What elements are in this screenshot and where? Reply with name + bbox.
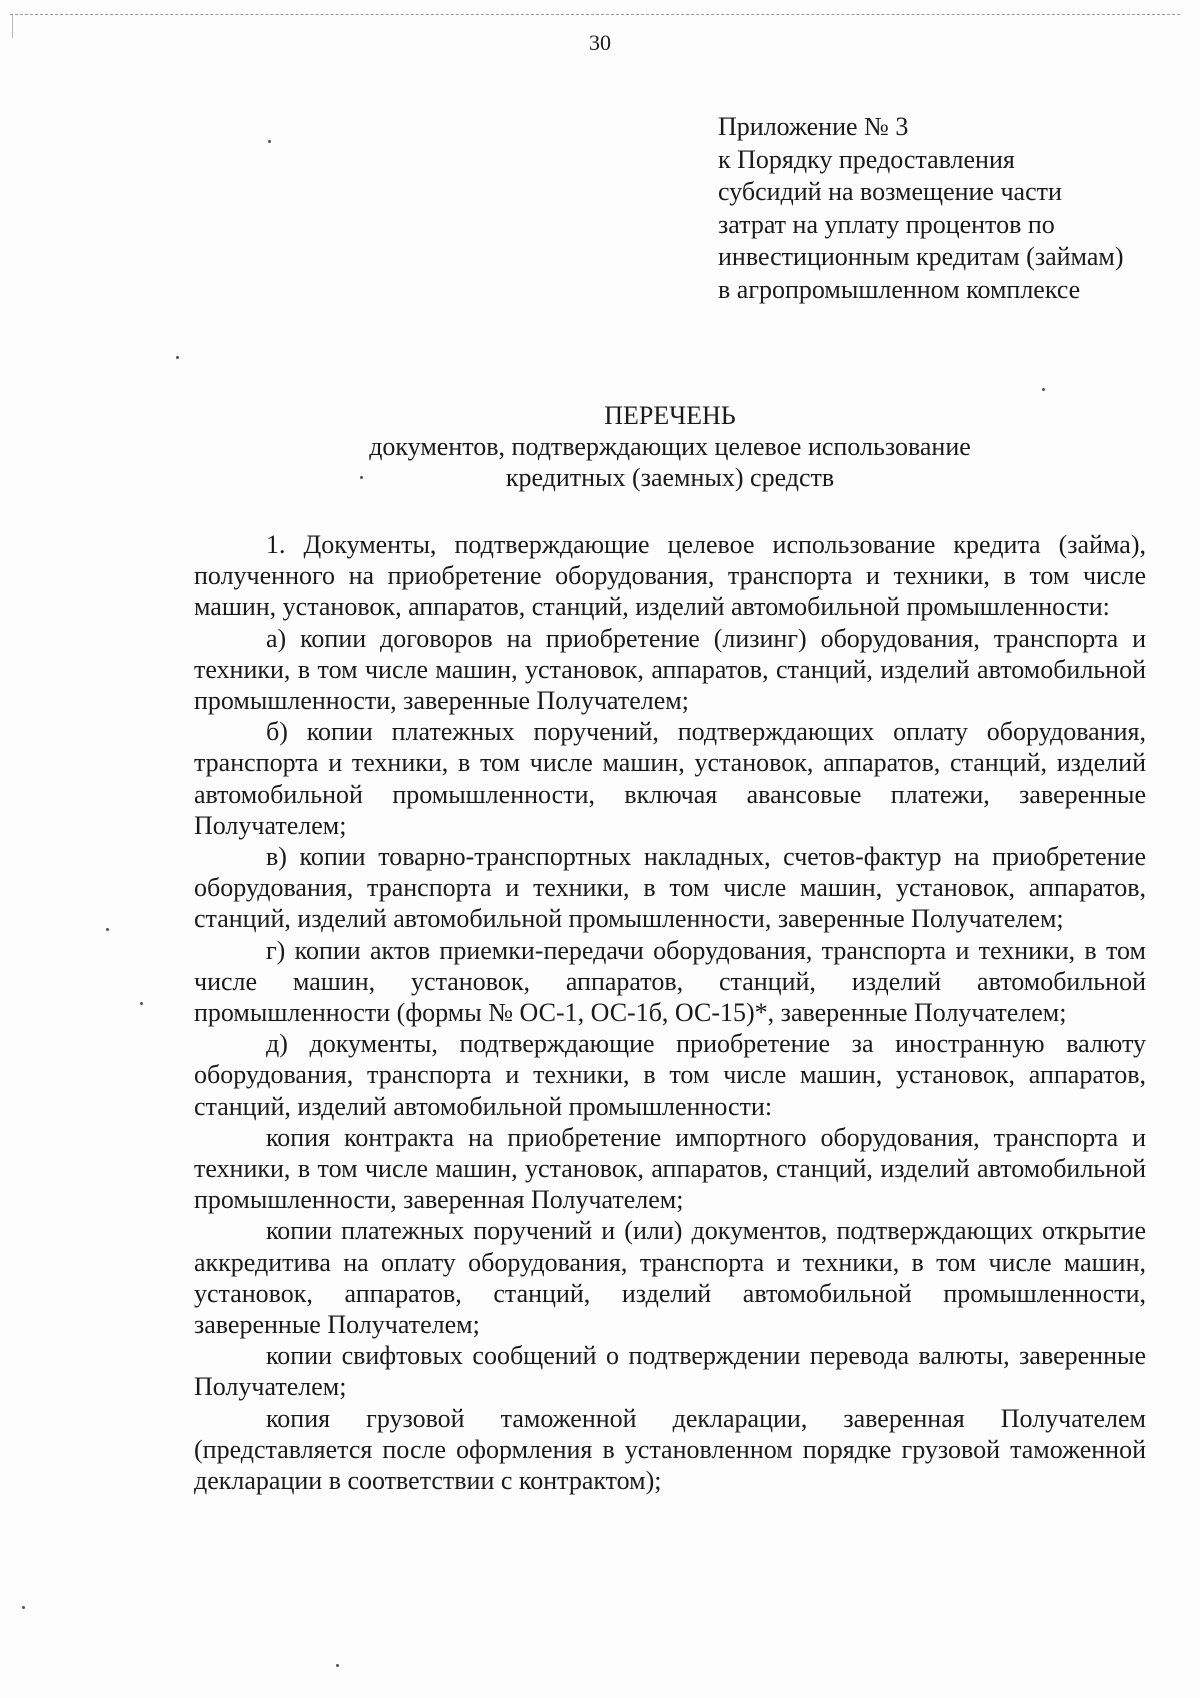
appendix-line: к Порядку предоставления bbox=[718, 144, 1015, 174]
paragraph: г) копии актов приемки-передачи оборудования, транспорта и техники, в том числе машин, установок, аппаратов, станций, изделий автомобильной промышленности (формы № ОС-1, ОС-1б, ОС-15)*, заверенные Получателем; bbox=[194, 935, 1146, 1028]
appendix-line: в агропромышленном комплексе bbox=[718, 274, 1081, 304]
paragraph: в) копии товарно-транспортных накладных, счетов-фактур на приобретение оборудования, транспорта и техники, в том числе машин, установок, аппаратов, станций, изделий автомобильной промышленности, заверенные Получателем; bbox=[194, 842, 1146, 934]
paragraph: копии платежных поручений и (или) документов, подтверждающих открытие аккредитива на оплату оборудования, транспорта и техники, в том числе машин, установок, аппаратов, станций, изделий автомобильной промышленности, заверенные Получателем; bbox=[194, 1216, 1146, 1340]
scan-speck bbox=[336, 1664, 339, 1667]
appendix-line: затрат на уплату процентов по bbox=[718, 209, 1055, 239]
scan-speck bbox=[1042, 388, 1045, 391]
scan-speck bbox=[176, 356, 179, 359]
appendix-block bbox=[718, 111, 1158, 306]
paragraph: д) документы, подтверждающие приобретение за иностранную валюту оборудования, транспорта и техники, в том числе машин, установок, аппаратов, станций, изделий автомобильной промышленности: bbox=[194, 1029, 1146, 1121]
appendix-line: инвестиционным кредитам (займам) bbox=[718, 242, 1124, 271]
paragraph: б) копии платежных поручений, подтверждающих оплату оборудования, транспорта и техники, в том числе машин, установок, аппаратов, станций, изделий автомобильной промышленности, включая авансовые платежи, заверенные Получателем; bbox=[194, 717, 1146, 840]
appendix-line: Приложение № 3 bbox=[718, 112, 909, 141]
heading-subtitle-line: кредитных (заемных) средств bbox=[505, 463, 835, 492]
scan-speck bbox=[106, 928, 109, 931]
scan-speck bbox=[268, 140, 271, 143]
scan-edge-line bbox=[10, 14, 1180, 15]
appendix-line: субсидий на возмещение части bbox=[718, 177, 1062, 206]
paragraph: копия грузовой таможенной декларации, заверенная Получателем (представляется после оформления в установленном порядке грузовой таможенной декларации в соответствии с контрактом); bbox=[194, 1403, 1146, 1496]
heading-title: ПЕРЕЧЕНЬ bbox=[604, 401, 736, 430]
paragraph: а) копии договоров на приобретение (лизинг) оборудования, транспорта и техники, в том числе машин, установок, аппаратов, станций, изделий автомобильной промышленности, заверенные Получателем; bbox=[194, 623, 1146, 716]
scan-speck bbox=[140, 1002, 143, 1005]
paragraph: копии свифтовых сообщений о подтверждении перевода валюты, заверенные Получателем; bbox=[194, 1341, 1146, 1402]
document-heading bbox=[180, 400, 1160, 493]
scan-speck bbox=[360, 476, 363, 479]
document-body bbox=[194, 529, 1146, 1496]
page-number: 30 bbox=[589, 30, 611, 55]
paragraph: 1. Документы, подтверждающие целевое использование кредита (займа), полученного на приобретение оборудования, транспорта и техники, в том числе машин, установок, аппаратов, станций, изделий автомобильной промышленности: bbox=[194, 530, 1146, 622]
heading-subtitle-line: документов, подтверждающих целевое использование bbox=[369, 432, 971, 461]
scan-speck bbox=[22, 1606, 25, 1609]
paragraph: копия контракта на приобретение импортного оборудования, транспорта и техники, в том числе машин, установок, аппаратов, станций, изделий автомобильной промышленности, заверенная Получателем; bbox=[194, 1122, 1146, 1215]
